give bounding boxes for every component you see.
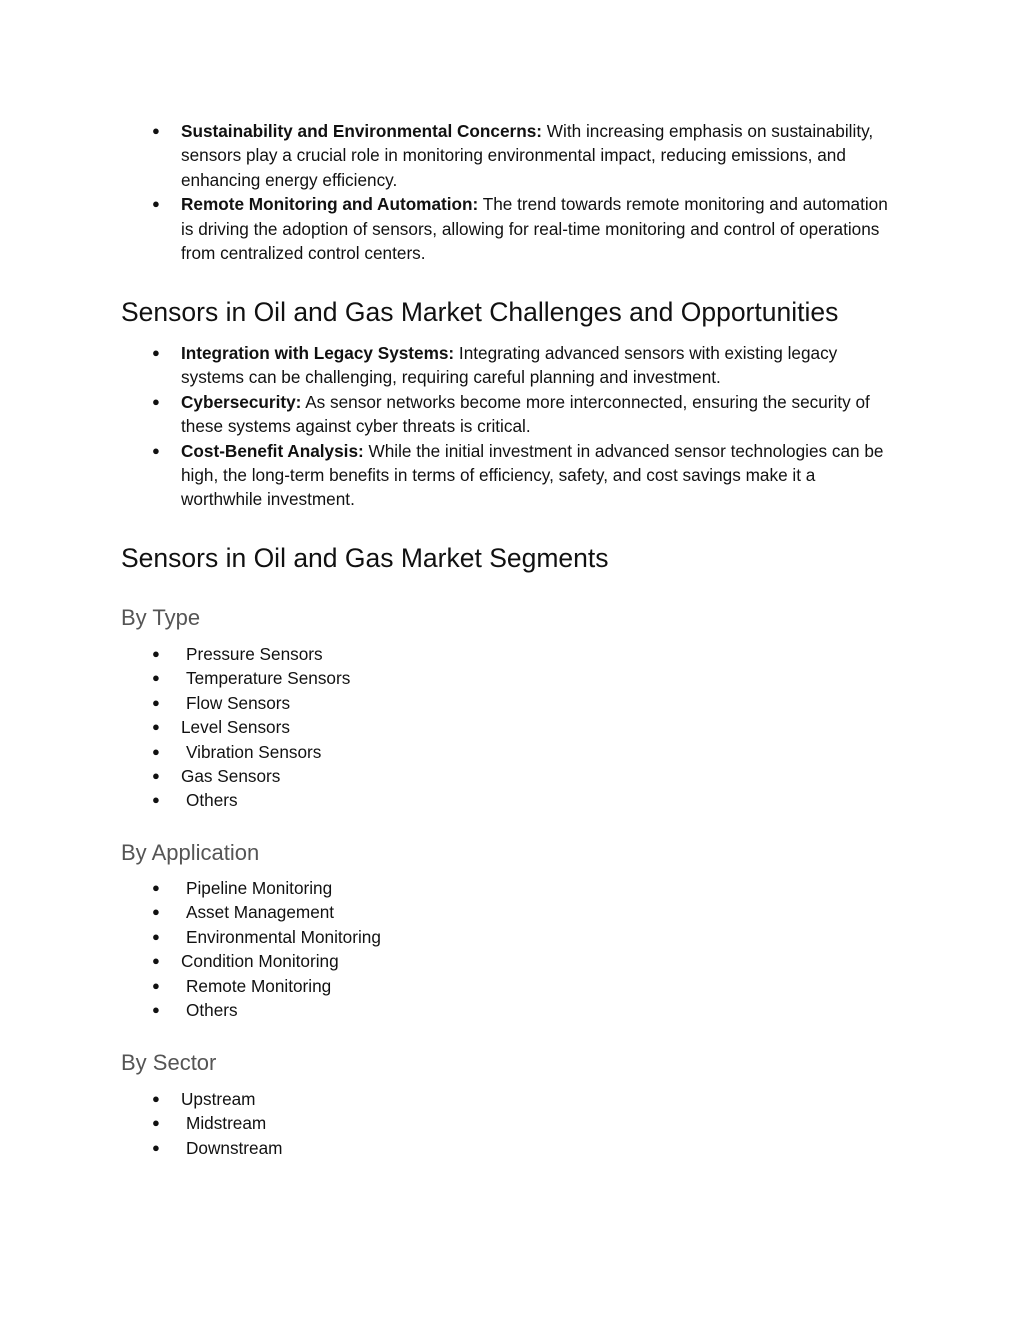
item-lead: Integration with Legacy Systems: xyxy=(181,343,455,363)
list-item xyxy=(0,788,906,812)
subheading-by-sector: By Sector xyxy=(121,1050,217,1075)
item-text: The trend towards remote monitoring and automation is driving the adoption of sensors, allowing for real-time monitoring and control of operations from centralized control centers. xyxy=(181,194,888,264)
list-item xyxy=(0,998,906,1022)
bullet-icon: ● xyxy=(152,442,160,458)
bullet-icon: ● xyxy=(152,646,160,661)
intro-list-block xyxy=(0,119,1024,265)
by-sector-list xyxy=(0,1087,1024,1160)
item-text: Pipeline Monitoring xyxy=(186,878,333,898)
bullet-icon: ● xyxy=(152,743,160,759)
bullet-icon: ● xyxy=(152,345,160,360)
item-text: Integrating advanced sensors with existing legacy systems can be challenging, requiring careful planning and investment. xyxy=(181,343,838,388)
list-item xyxy=(0,974,906,998)
by-application-list-block xyxy=(0,876,1024,1022)
by-sector-list-block xyxy=(0,1087,1024,1160)
bullet-icon: ● xyxy=(152,670,160,686)
item-text: Midstream xyxy=(186,1113,267,1134)
list-item xyxy=(0,691,906,715)
item-lead: Cybersecurity: xyxy=(181,391,302,412)
list-item xyxy=(0,900,906,924)
list-item xyxy=(0,192,901,265)
list-item xyxy=(0,341,901,390)
bullet-icon: ● xyxy=(152,694,160,710)
list-item xyxy=(0,666,906,690)
bullet-icon: ● xyxy=(152,792,160,808)
item-text: Condition Monitoring xyxy=(181,951,339,972)
list-item xyxy=(0,740,906,764)
list-item xyxy=(0,925,906,949)
list-item xyxy=(0,119,901,192)
item-lead: Cost-Benefit Analysis: xyxy=(181,440,364,461)
item-text: Temperature Sensors xyxy=(186,668,351,689)
bullet-icon: ● xyxy=(152,880,160,895)
item-text: Others xyxy=(186,1000,238,1021)
bullet-icon: ● xyxy=(152,1091,160,1106)
list-item xyxy=(0,1087,901,1111)
item-text: With increasing emphasis on sustainability, sensors play a crucial role in monitoring environmental impact, reducing emissions, and enhancing energy efficiency. xyxy=(181,121,874,190)
list-item xyxy=(0,764,901,788)
bullet-icon: ● xyxy=(152,393,160,409)
list-item xyxy=(0,390,901,439)
challenges-list-block xyxy=(0,341,1024,512)
bullet-icon: ● xyxy=(152,953,160,969)
item-text: Environmental Monitoring xyxy=(186,926,381,947)
bullet-icon: ● xyxy=(152,1002,160,1018)
list-item xyxy=(0,876,906,900)
item-text: Downstream xyxy=(186,1137,283,1158)
bullet-icon: ● xyxy=(152,123,160,138)
item-text: Remote Monitoring xyxy=(186,975,332,996)
item-text: Gas Sensors xyxy=(181,766,281,787)
by-type-list-block xyxy=(0,642,1024,813)
bullet-icon: ● xyxy=(152,768,160,784)
subheading-by-type: By Type xyxy=(121,605,201,630)
bullet-icon: ● xyxy=(152,1115,160,1131)
intro-bullet-list xyxy=(0,119,1024,265)
list-item xyxy=(0,1111,906,1135)
bullet-icon: ● xyxy=(152,196,160,212)
item-text: Flow Sensors xyxy=(186,692,291,713)
list-item xyxy=(0,642,906,666)
item-text: Vibration Sensors xyxy=(186,741,322,762)
bullet-icon: ● xyxy=(152,1139,160,1155)
item-text: As sensor networks become more interconnected, ensuring the security of these systems against cyber threats is critical. xyxy=(181,391,870,437)
list-item xyxy=(0,715,901,739)
bullet-icon: ● xyxy=(152,904,160,920)
list-item xyxy=(0,949,901,973)
item-text: Asset Management xyxy=(186,902,335,923)
item-text: Pressure Sensors xyxy=(186,644,323,664)
item-text: Level Sensors xyxy=(181,717,290,738)
item-lead: Remote Monitoring and Automation: xyxy=(181,194,479,215)
item-lead: Sustainability and Environmental Concerns: xyxy=(181,121,543,141)
challenges-bullet-list xyxy=(0,341,1024,512)
bullet-icon: ● xyxy=(152,977,160,993)
item-text: While the initial investment in advanced sensor technologies can be high, the long-term benefits in terms of efficiency, safety, and cost savings make it a worthwhile investment. xyxy=(181,440,884,510)
list-item xyxy=(0,439,901,512)
subheading-by-application: By Application xyxy=(121,840,260,865)
by-application-list xyxy=(0,876,1024,1022)
section-heading-challenges: Sensors in Oil and Gas Market Challenges and Opportunities xyxy=(121,297,839,327)
list-item xyxy=(0,1136,906,1160)
bullet-icon: ● xyxy=(152,719,160,735)
section-heading-segments: Sensors in Oil and Gas Market Segments xyxy=(121,543,609,573)
item-text: Others xyxy=(186,790,238,811)
bullet-icon: ● xyxy=(152,928,160,944)
item-text: Upstream xyxy=(181,1089,256,1109)
by-type-list xyxy=(0,642,1024,813)
